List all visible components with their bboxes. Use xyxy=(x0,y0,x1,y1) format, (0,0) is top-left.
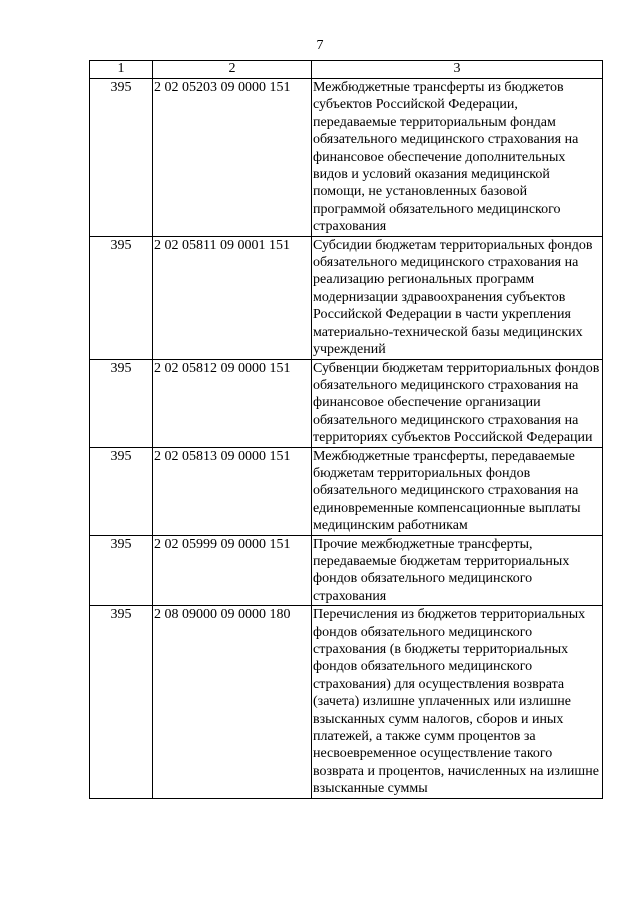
table-row xyxy=(90,447,603,535)
admin-code-cell: 395 xyxy=(90,79,153,237)
revenue-name-cell: Субвенции бюджетам территориальных фондов обязательного медицинского страхования на финансовое обеспечение организации обязательного медицинского страхования на территориях субъектов Российской Федерации xyxy=(312,359,603,447)
table-row xyxy=(90,606,603,798)
column-header-1: 1 xyxy=(90,61,153,79)
page-number: 7 xyxy=(316,38,324,53)
revenue-code-cell: 2 02 05812 09 0000 151 xyxy=(153,359,312,447)
table-row xyxy=(90,236,603,359)
column-header-3: 3 xyxy=(312,61,603,79)
admin-code-cell: 395 xyxy=(90,236,153,359)
revenue-name-cell: Перечисления из бюджетов территориальных фондов обязательного медицинского страхования (в бюджеты территориальных фондов обязательного медицинского страхования) для осуществления возврата (зачета) излишне уплаченных или излишне взысканных сумм налогов, сборов и иных платежей, а также сумм процентов за несвоевременное осуществление такого возврата и процентов, начисленных на излишне взысканные суммы xyxy=(312,606,603,798)
revenue-codes-table xyxy=(89,60,603,799)
admin-code-cell: 395 xyxy=(90,606,153,798)
revenue-name-cell: Субсидии бюджетам территориальных фондов обязательного медицинского страхования на реализацию региональных программ модернизации здравоохранения субъектов Российской Федерации в части укрепления материально-технической базы медицинских учреждений xyxy=(312,236,603,359)
admin-code-cell: 395 xyxy=(90,535,153,606)
column-header-2: 2 xyxy=(153,61,312,79)
revenue-code-cell: 2 02 05813 09 0000 151 xyxy=(153,447,312,535)
admin-code-cell: 395 xyxy=(90,447,153,535)
admin-code-cell: 395 xyxy=(90,359,153,447)
revenue-code-cell: 2 02 05999 09 0000 151 xyxy=(153,535,312,606)
revenue-name-cell: Прочие межбюджетные трансферты, передаваемые бюджетам территориальных фондов обязательного медицинского страхования xyxy=(312,535,603,606)
table-header-row xyxy=(90,61,603,79)
revenue-code-cell: 2 02 05811 09 0001 151 xyxy=(153,236,312,359)
revenue-code-cell: 2 08 09000 09 0000 180 xyxy=(153,606,312,798)
revenue-code-cell: 2 02 05203 09 0000 151 xyxy=(153,79,312,237)
table-row xyxy=(90,535,603,606)
table-row xyxy=(90,79,603,237)
revenue-name-cell: Межбюджетные трансферты, передаваемые бюджетам территориальных фондов обязательного медицинского страхования на единовременные компенсационные выплаты медицинским работникам xyxy=(312,447,603,535)
revenue-name-cell: Межбюджетные трансферты из бюджетов субъектов Российской Федерации, передаваемые территориальным фондам обязательного медицинского страхования на финансовое обеспечение дополнительных видов и условий оказания медицинской помощи, не установленных базовой программой обязательного медицинского страхования xyxy=(312,79,603,237)
table-row xyxy=(90,359,603,447)
